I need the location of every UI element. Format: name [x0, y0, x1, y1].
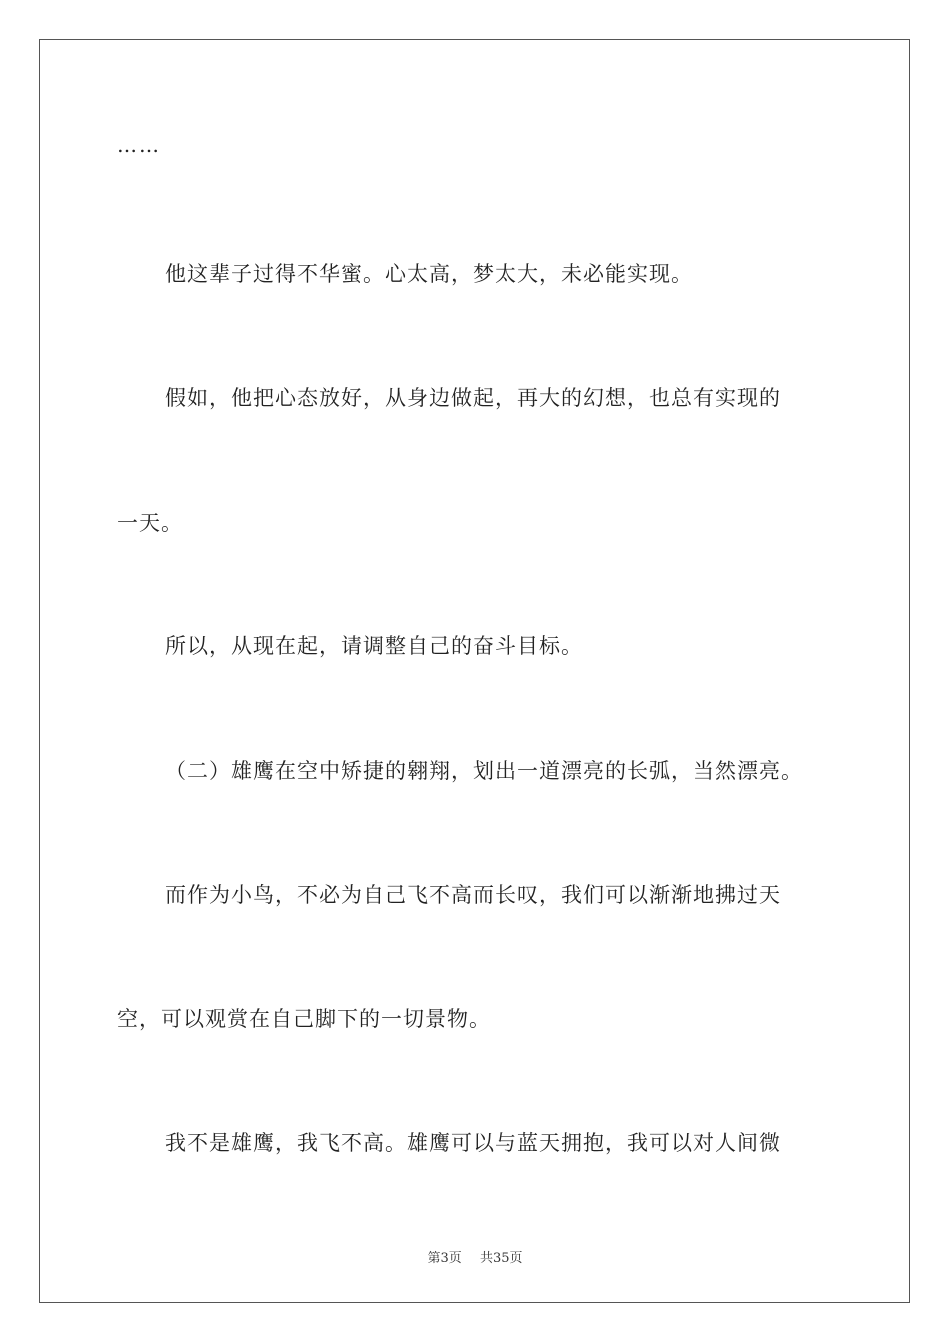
- paragraph-line: 空，可以观赏在自己脚下的一切景物。: [117, 1007, 491, 1031]
- page-total: 共35页: [479, 1251, 523, 1266]
- paragraph-line: 我不是雄鹰，我飞不高。雄鹰可以与蓝天拥抱，我可以对人间微: [165, 1131, 781, 1155]
- paragraph-line: 而作为小鸟，不必为自己飞不高而长叹，我们可以渐渐地拂过天: [165, 883, 781, 907]
- paragraph-line: 他这辈子过得不华蜜。心太高，梦太大，未必能实现。: [165, 262, 693, 286]
- paragraph-line: 所以，从现在起，请调整自己的奋斗目标。: [165, 634, 583, 658]
- page-footer: [0, 1247, 950, 1266]
- paragraph-line: 一天。: [117, 511, 183, 535]
- ellipsis-line: ……: [117, 133, 161, 157]
- paragraph-line: （二）雄鹰在空中矫捷的翱翔，划出一道漂亮的长弧，当然漂亮。: [165, 759, 803, 783]
- page-number: 第3页: [427, 1251, 462, 1266]
- paragraph-line: 假如，他把心态放好，从身边做起，再大的幻想，也总有实现的: [165, 386, 781, 410]
- page-border: [39, 39, 910, 1303]
